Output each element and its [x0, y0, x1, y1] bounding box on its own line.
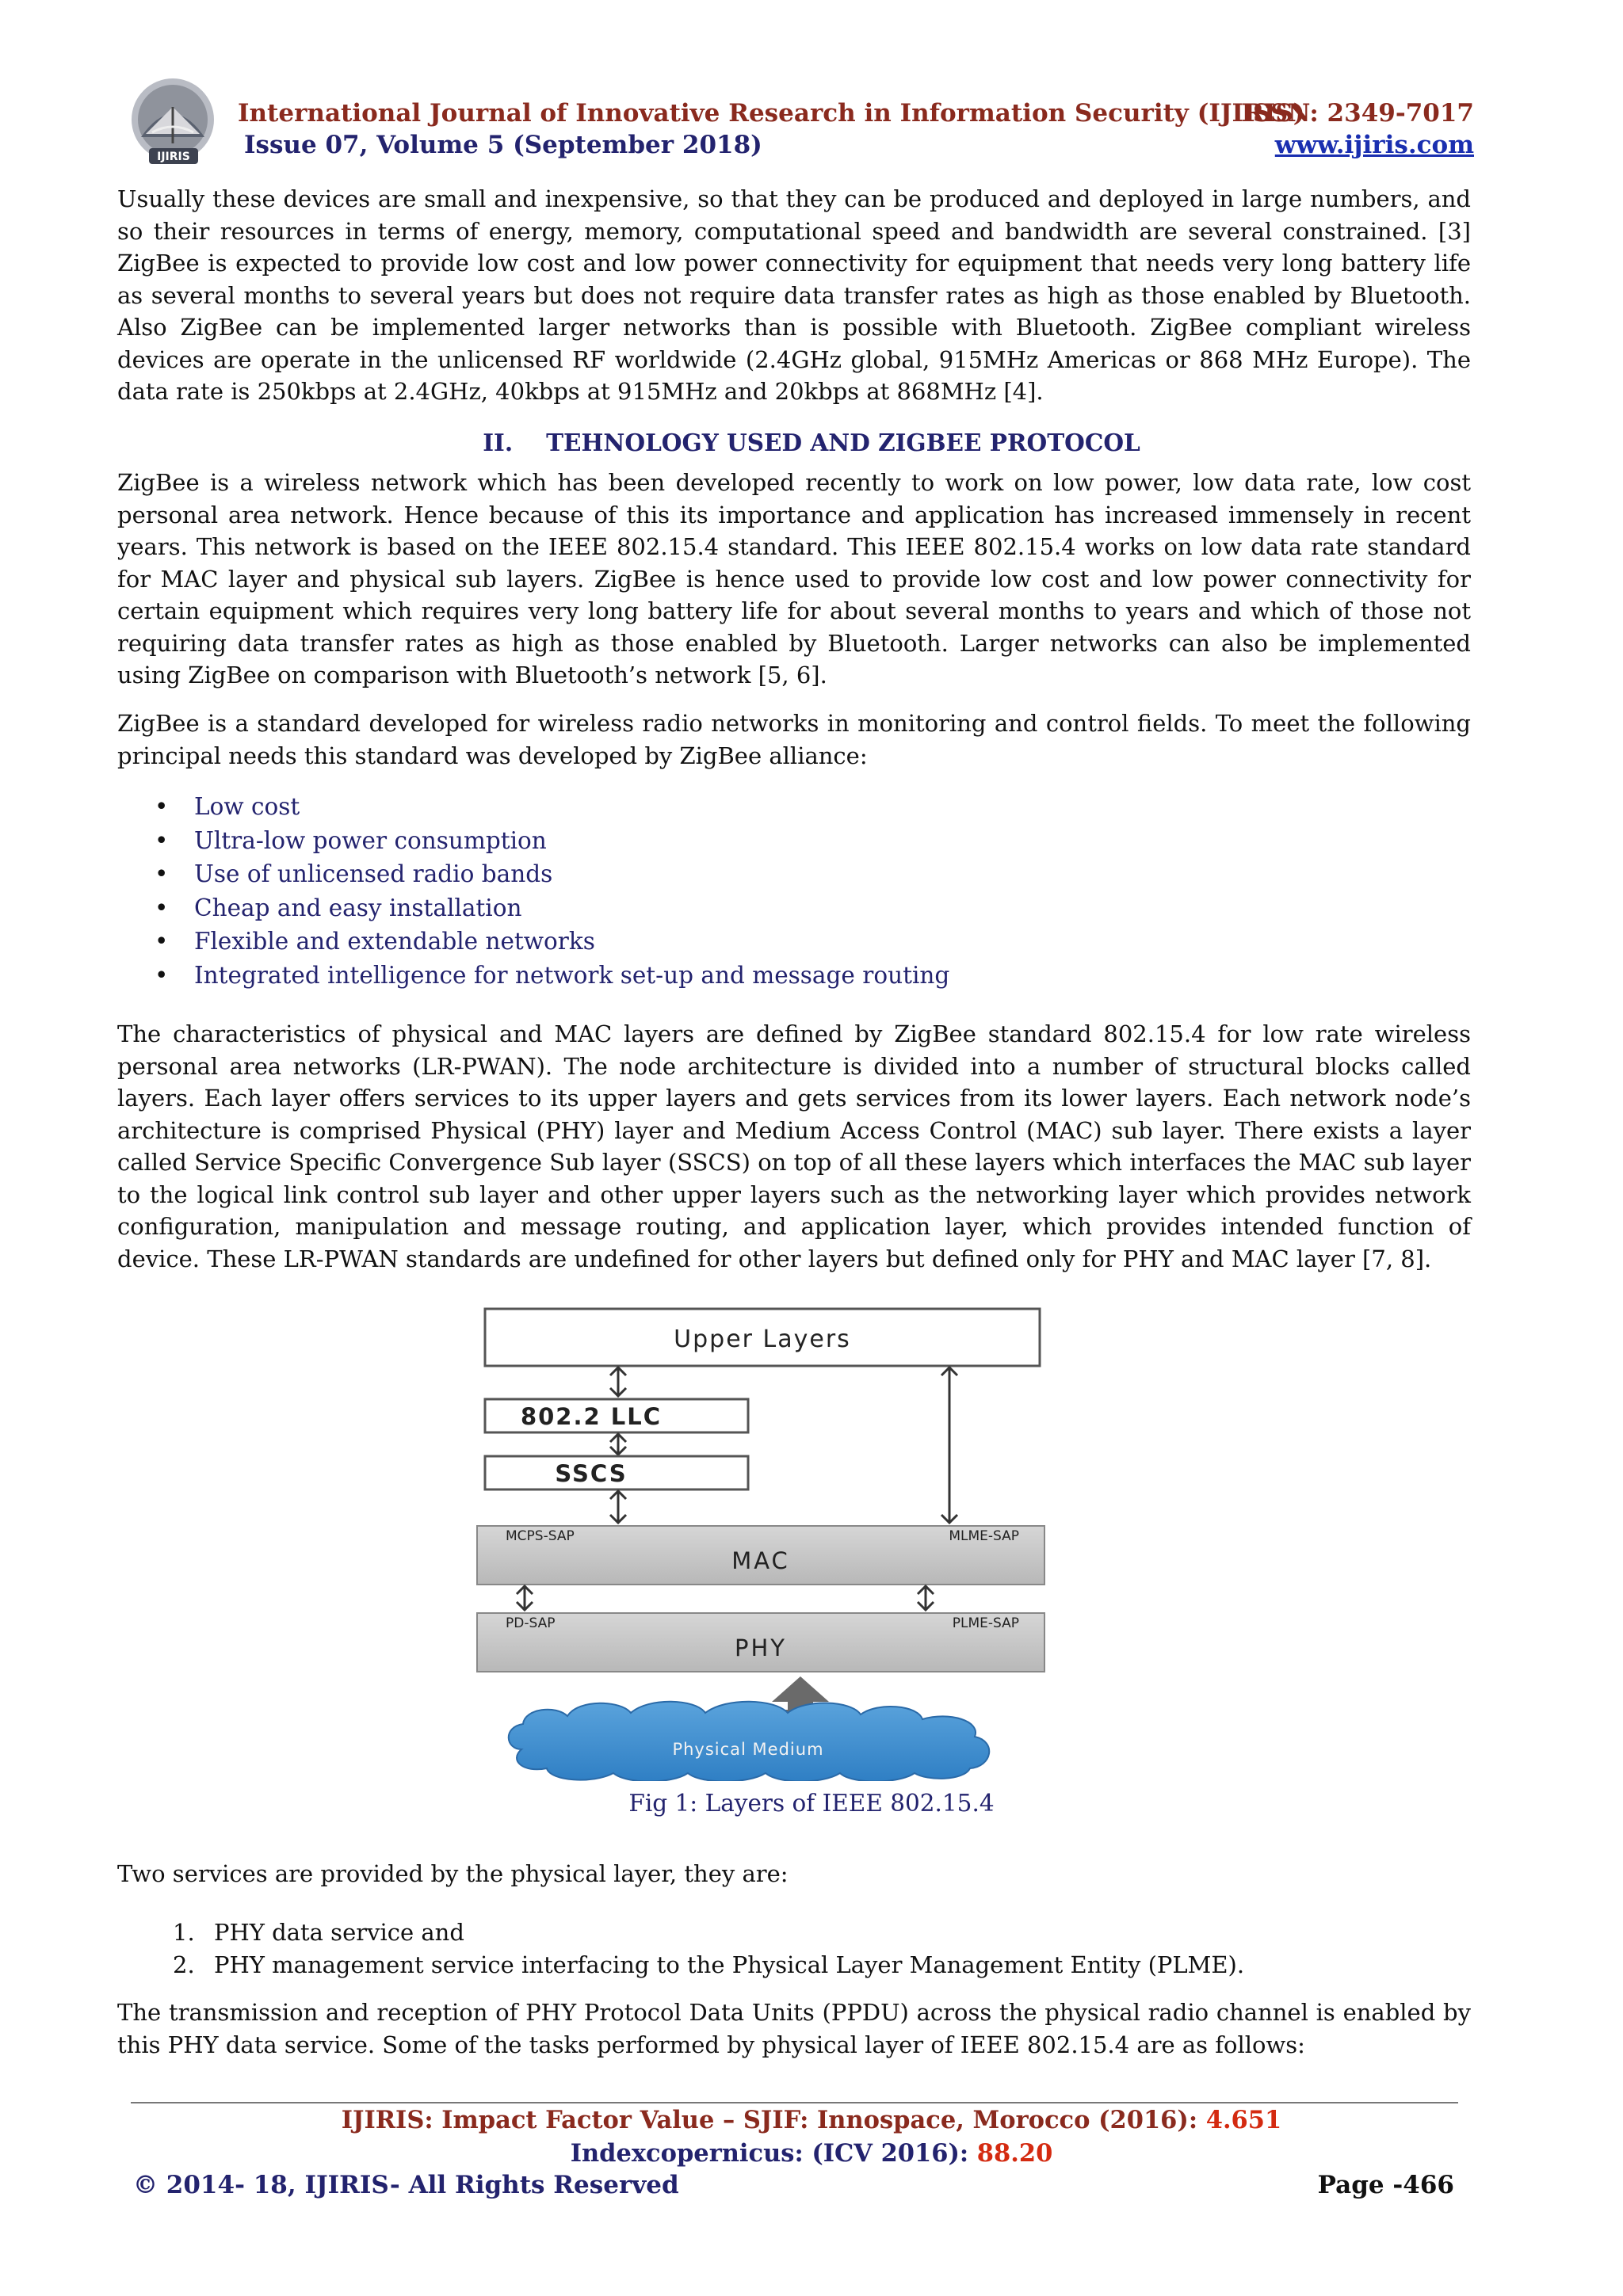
- list-item: 2. PHY management service interfacing to the Physical Layer Management Entity (PLME).: [173, 1951, 1245, 1978]
- footer-divider: [131, 2102, 1458, 2103]
- section-title: TEHNOLOGY USED AND ZIGBEE PROTOCOL: [546, 429, 1140, 456]
- mac-label: MAC: [731, 1547, 790, 1574]
- bullet-icon: •: [155, 894, 169, 921]
- physical-medium-label: Physical Medium: [672, 1740, 824, 1759]
- sscs-label: SSCS: [555, 1460, 628, 1487]
- list-item: • Ultra-low power consumption: [155, 824, 949, 858]
- paragraph-zigbee-standard: ZigBee is a standard developed for wireless radio networks in monitoring and control fields. To meet the following principal needs this standard was developed by ZigBee alliance:: [117, 710, 1471, 769]
- arrow-llc-sscs: [610, 1434, 626, 1455]
- needs-list: [155, 790, 949, 992]
- list-item: 1. PHY data service and: [173, 1919, 464, 1946]
- list-item: • Low cost: [155, 790, 949, 824]
- plme-sap-label: PLME-SAP: [952, 1615, 1019, 1631]
- bullet-icon: •: [155, 826, 169, 854]
- paragraph-layers: The characteristics of physical and MAC layers are defined by ZigBee standard 802.15.4 for low rate wireless personal area networks (LR-PWAN). The node architecture is divided into a number of structural blocks called layers. Each layer offers services to its upper layers and gets services from its lower layers. Each network node’s architecture is comprised Physical (PHY) layer and Medium Access Control (MAC) sub layer. There exists a layer called Service Specific Convergence Sub layer (SSCS) on top of all these layers which interfaces the MAC sub layer to the logical link control sub layer and other upper layers such as the networking layer which provides network configuration, manipulation and message routing, and application layer, which provides intended function of device. These LR-PWAN standards are undefined for other layers but defined only for PHY and MAC layer [7, 8].: [117, 1020, 1471, 1272]
- list-item: • Use of unlicensed radio bands: [155, 857, 949, 891]
- layers-diagram: [474, 1306, 1049, 1781]
- paragraph-phy-data-service: The transmission and reception of PHY Protocol Data Units (PPDU) across the physical radio channel is enabled by this PHY data service. Some of the tasks performed by physical layer of IEEE 802.15.4 are as follows:: [117, 1999, 1471, 2058]
- copyright: © 2014- 18, IJIRIS- All Rights Reserved: [133, 2171, 679, 2199]
- logo-text: IJIRIS: [157, 151, 190, 163]
- website-link[interactable]: www.ijiris.com: [1274, 131, 1474, 159]
- section-heading: [0, 429, 1623, 456]
- icv-index: Indexcopernicus: (ICV 2016): 88.20: [570, 2139, 1053, 2168]
- bullet-icon: •: [155, 928, 169, 955]
- impact-factor-value: 4.651: [1205, 2106, 1282, 2134]
- arrow-upper-mlme: [941, 1367, 957, 1523]
- journal-logo: [117, 75, 236, 170]
- intro-paragraph: Usually these devices are small and inexpensive, so that they can be produced and deployed in large numbers, and so their resources in terms of energy, memory, computational speed and bandwidth are several constrained. [3] ZigBee is expected to provide low cost and low power connectivity for equipment that needs very long battery life as several months to several years but does not require data transfer rates as high as those enabled by Bluetooth. Also ZigBee can be implemented larger networks than is possible with Bluetooth. ZigBee compliant wireless devices are operate in the unlicensed RF worldwide (2.4GHz global, 915MHz Americas or 868 MHz Europe). The data rate is 250kbps at 2.4GHz, 40kbps at 915MHz and 20kbps at 868MHz [4].: [117, 185, 1471, 405]
- paragraph-phy-services: Two services are provided by the physical layer, they are:: [117, 1860, 789, 1887]
- arrow-upper-llc: [610, 1367, 626, 1396]
- figure-caption: Fig 1: Layers of IEEE 802.15.4: [628, 1790, 995, 1817]
- list-item: • Flexible and extendable networks: [155, 925, 949, 959]
- icv-value: 88.20: [976, 2139, 1053, 2168]
- arrow-mac-phy-right: [918, 1586, 934, 1610]
- page-header: [117, 75, 1474, 170]
- arrow-sscs-mac: [610, 1491, 626, 1523]
- physical-medium-cloud: [509, 1702, 989, 1781]
- issn: ISSN: 2349-7017: [1241, 99, 1474, 128]
- upper-layers-label: Upper Layers: [674, 1325, 851, 1353]
- layers-figure: [474, 1306, 1049, 1781]
- llc-label: 802.2 LLC: [520, 1403, 663, 1430]
- pd-sap-label: PD-SAP: [506, 1615, 556, 1631]
- phy-services-list: [173, 1917, 1244, 1981]
- list-item: • Integrated intelligence for network set-up and message routing: [155, 959, 949, 993]
- issue-info: Issue 07, Volume 5 (September 2018): [244, 131, 762, 159]
- list-item: • Cheap and easy installation: [155, 891, 949, 925]
- arrow-mac-phy-left: [517, 1586, 533, 1610]
- section-number: II.: [483, 429, 514, 456]
- bullet-icon: •: [155, 793, 169, 820]
- mcps-sap-label: MCPS-SAP: [506, 1528, 575, 1544]
- mlme-sap-label: MLME-SAP: [949, 1528, 1019, 1544]
- journal-title: International Journal of Innovative Research in Information Security (IJIRIS): [238, 99, 1305, 128]
- bullet-icon: •: [155, 860, 169, 887]
- impact-factor: IJIRIS: Impact Factor Value – SJIF: Innospace, Morocco (2016): 4.651: [341, 2106, 1282, 2134]
- bullet-icon: •: [155, 961, 169, 989]
- page-number: Page -466: [1317, 2171, 1454, 2199]
- phy-label: PHY: [734, 1634, 788, 1661]
- paragraph-zigbee-intro: ZigBee is a wireless network which has been developed recently to work on low power, low data rate, low cost personal area network. Hence because of this its importance and application has increased immensely in recent years. This network is based on the IEEE 802.15.4 standard. This IEEE 802.15.4 works on low data rate standard for MAC layer and physical sub layers. ZigBee is hence used to provide low cost and low power connectivity for certain equipment which requires very long battery life for about several months to years and which of those not requiring data transfer rates as high as those enabled by Bluetooth. Larger networks can also be implemented using ZigBee on comparison with Bluetooth’s network [5, 6].: [117, 469, 1471, 688]
